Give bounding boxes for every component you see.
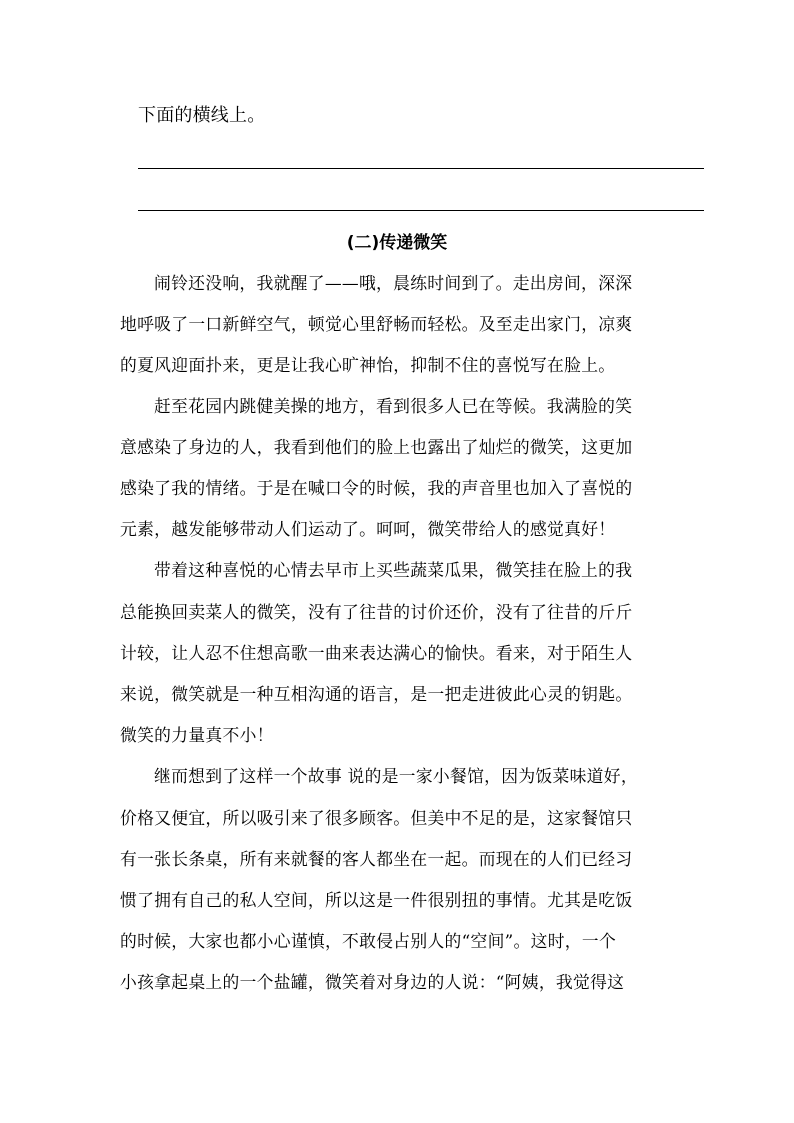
paragraph-line: 赶至花园内跳健美操的地方，看到很多人已在等候。我满脸的笑: [154, 396, 633, 416]
paragraph-line: 惯了拥有自己的私人空间，所以这是一件很别扭的事情。尤其是吃饭: [120, 890, 633, 910]
paragraph-line: 意感染了身边的人，我看到他们的脸上也露出了灿烂的微笑，这更加: [120, 437, 633, 457]
paragraph-line: 的夏风迎面扑来，更是让我心旷神怡，抑制不住的喜悦写在脸上。: [120, 355, 616, 375]
paragraph-line: 感染了我的情绪。于是在喊口令的时候，我的声音里也加入了喜悦的: [120, 478, 633, 498]
paragraph-line: 的时候，大家也都小心谨慎，不敢侵占别人的“空间”。这时，一个: [120, 931, 617, 951]
intro-text: 下面的横线上。: [138, 105, 266, 126]
section-title: (二)传递微笑: [346, 233, 448, 253]
answer-line-2[interactable]: [138, 210, 704, 211]
paragraph-line: 继而想到了这样一个故事 说的是一家小餐馆，因为饭菜味道好，: [154, 766, 638, 786]
paragraph-line: 带着这种喜悦的心情去早市上买些蔬菜瓜果，微笑挂在脸上的我: [154, 560, 633, 580]
answer-line-1[interactable]: [138, 168, 704, 169]
paragraph-line: 有一张长条桌，所有来就餐的客人都坐在一起。而现在的人们已经习: [120, 849, 633, 869]
paragraph-line: 总能换回卖菜人的微笑，没有了往昔的讨价还价，没有了往昔的斤斤: [120, 602, 633, 622]
paragraph-line: 价格又便宜，所以吸引来了很多顾客。但美中不足的是，这家餐馆只: [120, 808, 633, 828]
paragraph-line: 小孩拿起桌上的一个盐罐，微笑着对身边的人说：“阿姨，我觉得这: [120, 972, 625, 992]
paragraph-line: 闹铃还没响，我就醒了——哦，晨练时间到了。走出房间，深深: [154, 273, 633, 293]
paragraph-line: 微笑的力量真不小！: [120, 725, 274, 745]
paragraph-line: 元素，越发能够带动人们运动了。呵呵，微笑带给人的感觉真好！: [120, 519, 616, 539]
paragraph-line: 地呼吸了一口新鲜空气，顿觉心里舒畅而轻松。及至走出家门，凉爽: [120, 314, 633, 334]
paragraph-line: 来说，微笑就是一种互相沟通的语言，是一把走进彼此心灵的钥匙。: [120, 684, 633, 704]
paragraph-line: 计较，让人忍不住想高歌一曲来表达满心的愉快。看来，对于陌生人: [120, 643, 633, 663]
